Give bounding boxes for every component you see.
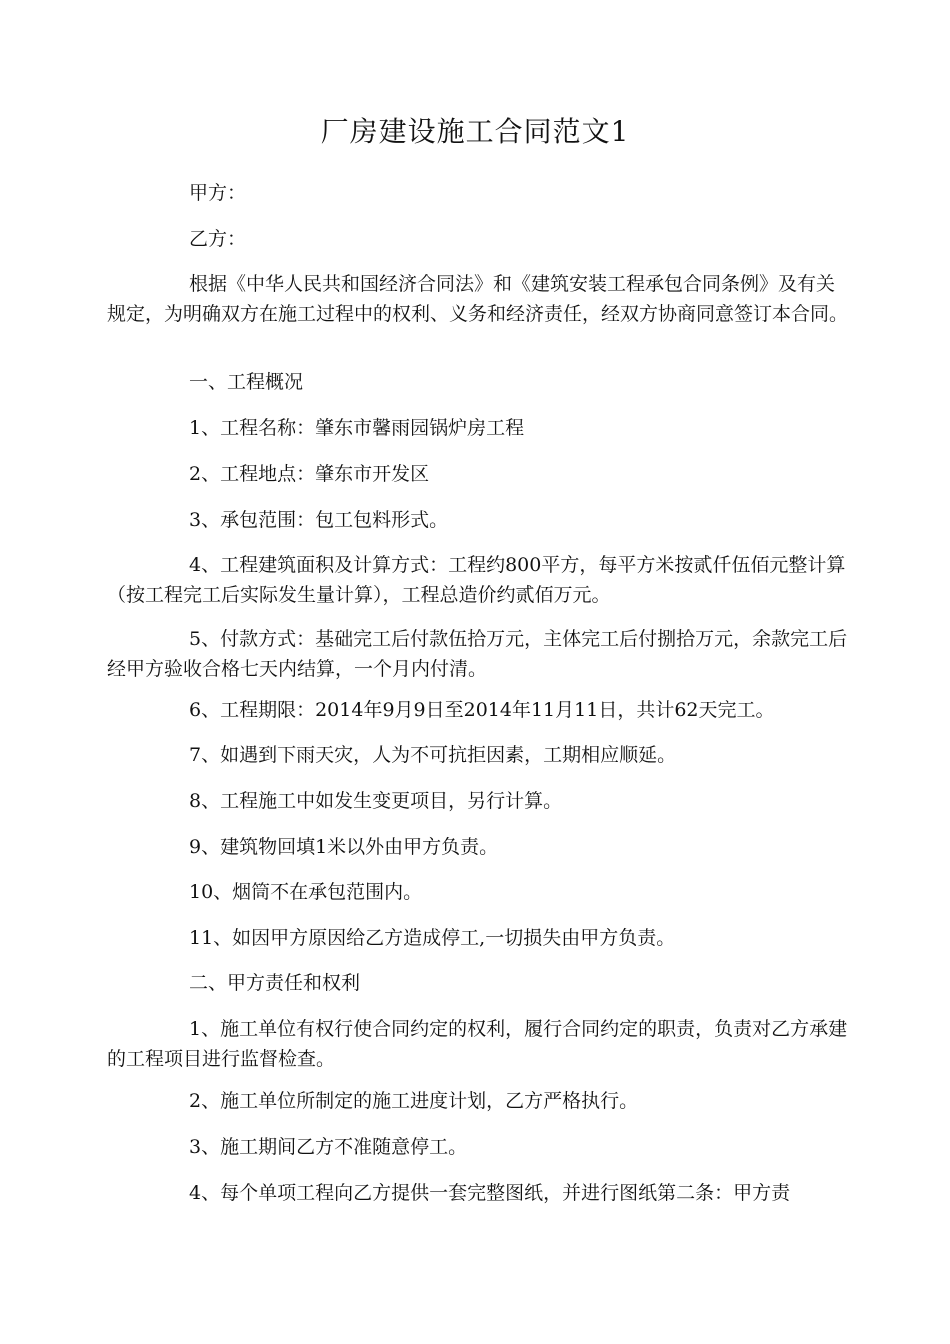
clause-contract-scope: 3、承包范围：包工包料形式。 [189, 509, 449, 531]
clause-chimney: 10、烟筒不在承包范围内。 [189, 881, 423, 903]
clause-backfill: 9、建筑物回填1米以外由甲方负责。 [189, 836, 499, 858]
preamble-paragraph: 根据《中华人民共和国经济合同法》和《建筑安装工程承包合同条例》及有关规定，为明确双方在施工过程中的权利、义务和经济责任，经双方协商同意签订本合同。 [107, 273, 849, 325]
document-title: 厂房建设施工合同范文1 [320, 115, 630, 148]
clause-project-name: 1、工程名称：肇东市馨雨园锅炉房工程 [189, 417, 525, 439]
party-a-line: 甲方： [189, 182, 247, 204]
clause-project-period: 6、工程期限：2014年9月9日至2014年11月11日，共计62天完工。 [189, 699, 775, 721]
clause-payment-terms: 5、付款方式：基础完工后付款伍拾万元，主体完工后付捌拾万元，余款完工后经甲方验收合格七天内结算，一个月内付清。 [107, 628, 848, 680]
clause-force-majeure: 7、如遇到下雨天灾，人为不可抗拒因素，工期相应顺延。 [189, 744, 677, 766]
section-heading-project-overview: 一、工程概况 [189, 371, 304, 393]
clause-no-stoppage: 3、施工期间乙方不准随意停工。 [189, 1136, 468, 1158]
clause-change-items: 8、工程施工中如发生变更项目，另行计算。 [189, 790, 563, 812]
clause-work-stoppage: 11、如因甲方原因给乙方造成停工,一切损失由甲方负责。 [189, 927, 676, 949]
party-b-line: 乙方： [189, 228, 247, 250]
clause-drawings: 4、每个单项工程向乙方提供一套完整图纸，并进行图纸第二条：甲方责 [189, 1182, 791, 1204]
section-heading-party-a-duties: 二、甲方责任和权利 [189, 972, 361, 994]
clause-schedule: 2、施工单位所制定的施工进度计划，乙方严格执行。 [189, 1090, 639, 1112]
clause-area-and-pricing: 4、工程建筑面积及计算方式：工程约800平方，每平方米按贰仟伍佰元整计算（按工程完工后实际发生量计算），工程总造价约贰佰万元。 [107, 554, 846, 606]
clause-supervision: 1、施工单位有权行使合同约定的权利，履行合同约定的职责，负责对乙方承建的工程项目进行监督检查。 [107, 1018, 848, 1070]
clause-project-location: 2、工程地点：肇东市开发区 [189, 463, 430, 485]
